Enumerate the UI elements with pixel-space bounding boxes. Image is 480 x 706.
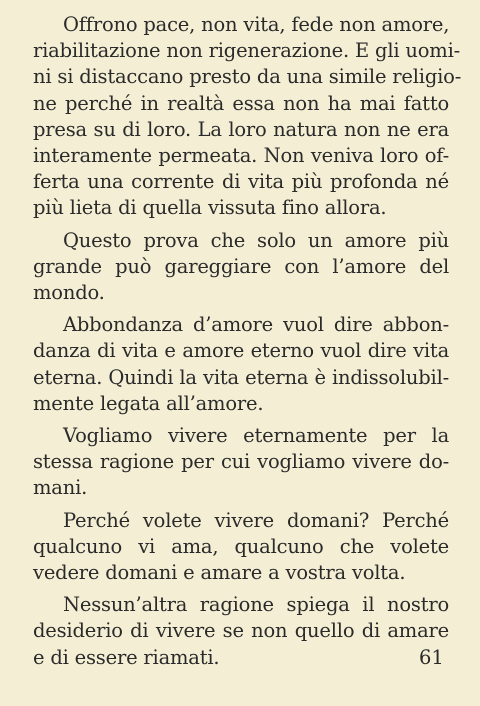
text-line: mondo. bbox=[33, 281, 105, 305]
text-line: Nessun’altra ragione spiega il nostro bbox=[63, 593, 449, 617]
paragraph bbox=[33, 312, 449, 417]
text-line: Offrono pace, non vita, fede non amore, bbox=[63, 13, 450, 36]
text-line: Abbondanza d’amore vuol dire abbon- bbox=[63, 313, 449, 337]
text-line: stessa ragione per cui vogliamo vivere do- bbox=[33, 450, 449, 474]
page-number: 61 bbox=[419, 646, 444, 669]
paragraph bbox=[33, 423, 449, 502]
text-line: Questo prova che solo un amore più bbox=[63, 228, 449, 252]
text-line: Vogliamo vivere eternamente per la bbox=[63, 424, 449, 448]
text-line: e di essere riamati. bbox=[33, 645, 220, 669]
text-line: interamente permeata. Non veniva loro of- bbox=[33, 144, 449, 168]
paragraph bbox=[33, 12, 462, 222]
text-line: più lieta di quella vissuta fino allora. bbox=[33, 196, 387, 220]
text-line: Perché volete vivere domani? Perché bbox=[63, 508, 449, 532]
body-text bbox=[33, 12, 462, 671]
text-line: mani. bbox=[33, 476, 88, 500]
text-line: mente legata all’amore. bbox=[33, 391, 264, 415]
text-line: qualcuno vi ama, qualcuno che volete bbox=[33, 534, 449, 558]
paragraph bbox=[33, 508, 449, 587]
text-line: presa su di loro. La loro natura non ne era bbox=[33, 117, 449, 141]
paragraph bbox=[33, 228, 449, 307]
text-line: danza di vita e amore eterno vuol dire vita bbox=[33, 339, 449, 363]
text-line: riabilitazione non rigenerazione. E gli uomi- bbox=[33, 39, 461, 63]
text-line: ferta una corrente di vita più profonda né bbox=[33, 170, 449, 194]
text-line: desiderio di vivere se non quello di amare bbox=[33, 619, 449, 643]
text-line: ne perché in realtà essa non ha mai fatto bbox=[33, 91, 449, 115]
text-line: ni si distaccano presto da una simile religio- bbox=[33, 65, 462, 89]
text-line: vedere domani e amare a vostra volta. bbox=[33, 561, 406, 585]
paragraph bbox=[33, 592, 449, 671]
text-line: grande può gareggiare con l’amore del bbox=[33, 254, 449, 278]
text-line: eterna. Quindi la vita eterna è indissolubil- bbox=[33, 365, 449, 389]
